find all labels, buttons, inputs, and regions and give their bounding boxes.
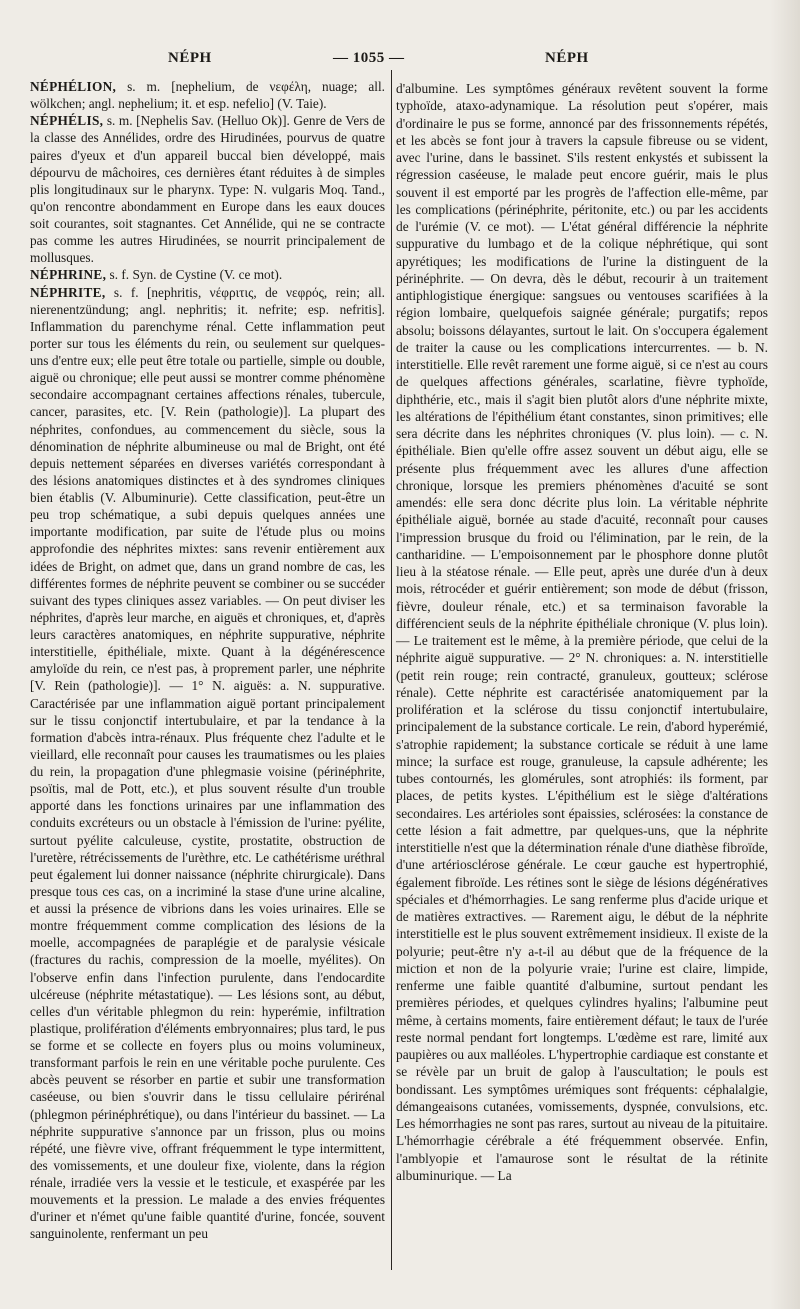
continued-text: d'albumine. Les symptômes généraux revêtent souvent la forme typhoïde, ataxo-adynamique. La résolution peut s'opérer, mais d'ordinaire le pus se forme, annoncé par des frissonnements répétés, et les abcès se font jour à travers la capsule fibreuse ou se vident, avec l'urine, dans le bassinet. S'ils restent enkystés et subissent la régression caséeuse, le malade peut encore guérir, mais le plus souvent il est emporté par les progrès de l'affection elle-même, par les complications (périnéphrite, péritonite, etc.) ou par les accidents de l'urémie (V. ce mot). — L'état général différencie la néphrite suppurative du lumbago et de la colique néphrétique, qui sont apyrétiques; les modifications de l'urine la distinguent de la périnéphrite. — On devra, dès le début, recourir à un traitement antiphlogistique énergique: sangsues ou ventouses scarifiées à la région lombaire, quelquefois saignée générale; purgatifs; repos absolu; boissons délayantes, surtout le lait. On s'occupera également de traiter la cause ou les complications intercurrentes. — b. N. interstitielle. Elle revêt rarement une forme aiguë, si ce n'est au cours de quelques affections générales, scarlatine, fièvre typhoïde, diphthérie, etc., mais il s'agit bien plutôt alors d'une néphrite mixte, les altérations de l'épithélium étant constantes, sinon primitives; elle sera décrite dans les néphrites chroniques (V. plus loin). — c. N. épithéliale. Bien qu'elle offre assez souvent un début aigu, elle se présente plus fréquemment avec les allures d'une affection chronique, lorsque les premiers phénomènes d'acuité se sont amendés: elle sera donc décrite plus loin. La véritable néphrite épithéliale aiguë, bornée au stade d'acuité, reconnaît pour causes l'impression brusque du froid ou l'élimination, par le rein, de la cantharidine. — L'empoisonnement par le phosphore donne plutôt lieu à la stéatose rénale. — Elle peut, après une durée d'un à deux mois, rétrocéder et guérir entièrement; son mode de début (frisson, fièvre, douleur rénale, etc.) et sa terminaison favorable la différencient seuls de la néphrite épithéliale chronique (V. plus loin). — Le traitement est le même, à la première période, que celui de la néphrite aiguë suppurative. — 2° N. chroniques: a. N. interstitielle (petit rein rouge; rein contracté, granuleux, goutteux; sclérose rénale). Cette néphrite est caractérisée anatomiquement par la prolifération et la sclérose du tissu conjonctif intertubulaire, principalement de la substance corticale. Le rein, d'abord hyperémié, s'atrophie rapidement; la substance corticale se réduit à une lame mince; la surface est rouge, granuleuse, la capsule adhérente; les tubes contournés, les glomérules, sont atrophiés: ils forment, par places, de petits kystes. L'épithélium est le siège d'altérations secondaires. Les artérioles sont épaissies, sclérosées: la constance de cette lésion a fait admettre, par quelques-uns, que la néphrite interstitielle n'est que la détermination rénale d'une diathèse fibroïde, d'une artériosclérose générale. Le cœur gauche est hypertrophié, également fibroïde. Les rétines sont le siège de lésions dégénératives spéciales et d'hémorrhagies. Le sang renferme plus d'acide urique et de matières extractives. — Rarement aigu, le début de la néphrite interstitielle est le plus souvent extrêmement insidieux. Il existe de la polyurie; peut-être n'y a-t-il au début que de la fréquence de la miction et non de la polyurie vraie; l'urine est claire, limpide, renferme une faible quantité d'albumine, surtout pendant les premières périodes, et quelques cylindres hyalins; l'albumine peut même, à certains moments, faire entièrement défaut; le taux de l'urée reste normal pendant fort longtemps. L'œdème est rare, limité aux paupières ou aux malléoles. L'hypertrophie cardiaque est constante et se révèle par un bruit de galop à l'auscultation; le pouls est bondissant. Les symptômes urémiques sont fréquents: céphalalgie, démangeaisons cutanées, vomissements, dyspnée, convulsions, etc. Les hémorrhagies ne sont pas rares, surtout au niveau de la pituitaire. L'hémorrhagie cérébrale a été fréquemment observée. Enfin, l'amblyopie et l'amaurose sont le résultat de la rétinite albuminurique. — La [396, 81, 768, 1183]
right-column [396, 80, 768, 1184]
dictionary-entry [30, 78, 385, 112]
entry-text: s. f. Syn. de Cystine (V. ce mot). [109, 267, 283, 283]
entry-headword: NÉPHÉLIS, [30, 113, 104, 129]
entry-text: s. f. [nephritis, νέφριτις, de νεφρός, rein; all. nierenentzündung; angl. nephritis; it. nefrite; esp. nefritis]. Inflammation du parenchyme rénal. Cette inflammation peut porter sur tous les éléments du rein, ou seulement sur quelques-uns d'entre eux; elle peut être totale ou partielle, simple ou double, aiguë ou chronique; elle peut aussi se montrer comme phénomène secondaire accompagnant certaines affections rénales, tubercule, cancer, parasites, etc. [V. Rein (pathologie)]. La plupart des néphrites, confondues, au commencement du siècle, sous la dénomination de néphrite albumineuse ou mal de Bright, ont été depuis nettement séparées en diverses variétés correspondant à des lésions anatomiques distinctes et à des syndromes cliniques bien établis (V. Albuminurie). Cette classification, peut-être un peu trop schématique, a subi depuis quelques années une importante modification, par suite de l'étude plus ou moins approfondie des néphrites mixtes: sans revenir entièrement aux idées de Bright, on admet que, dans un grand nombre de cas, les différentes formes de néphrite peuvent se combiner ou se succéder suivant des types cliniques assez variables. — On peut diviser les néphrites, d'après leur marche, en aiguës et chroniques, et, d'après leurs caractères anatomiques, en néphrite suppurative, néphrite interstitielle, épithéliale, mixte. Quant à la dégénérescence amyloïde du rein, ce n'est pas, à proprement parler, une néphrite [V. Rein (pathologie)]. — 1° N. aiguës: a. N. suppurative. Caractérisée par une inflammation aiguë portant principalement sur le tissu conjonctif intertubulaire, et par la tendance à la formation d'abcès intra-rénaux. Plus fréquente chez l'adulte et le vieillard, elle reconnaît pour causes les traumatismes ou les plaies du rein, la propagation d'une phlegmasie voisine (périnéphrite, psoïtis, mal de Pott, etc.), et plus souvent résulte d'un trouble apporté dans les fonctions urinaires par une inflammation des conduits excréteurs ou un obstacle à l'émission de l'urine: pyélite, surtout pyélite calculeuse, cystite, prostatite, obstruction de l'uretère, rétrécissements de l'urèthre, etc. Le cathétérisme uréthral peut également lui donner naissance (néphrite chirurgicale). Dans presque tous ces cas, on a incriminé la stase d'une urine alcaline, et aussi la présence de vibrions dans les voies urinaires. Elle se montre fréquemment comme complication des lésions de la moelle, accompagnées de paraplégie et de paralysie vésicale (fractures du rachis, compression de la moelle, myélites). On l'observe enfin dans l'infection purulente, dans l'endocardite ulcéreuse (néphrite métastatique). — Les lésions sont, au début, celles d'un véritable phlegmon du rein: hyperémie, infiltration plastique, prolifération d'éléments embryonnaires; plus tard, le pus se forme et se collecte en foyers plus ou moins volumineux, transformant parfois le rein en une véritable poche purulente. Ces abcès peuvent se résorber en partie et subir une transformation caséeuse, ou bien s'ouvrir dans le tissu cellulaire périrénal (phlegmon périnéphrétique), ou dans l'intérieur du bassinet. — La néphrite suppurative s'annonce par un frisson, plus ou moins répété, une fièvre vive, offrant fréquemment le type intermittent, des vomissements, et une douleur fixe, violente, dans la région rénale, irradiée vers la vessie et le testicule, et exaspérée par les mouvements et la pression. Le malade a des envies fréquentes d'uriner et n'émet qu'une faible quantité d'urine, foncée, souvent sanguinolente, renfermant un peu [30, 284, 385, 1242]
column-divider [391, 70, 392, 1270]
page-edge-shadow [770, 0, 800, 1309]
dictionary-entry [30, 112, 385, 266]
entry-text: s. m. [nephelium, de νεφέλη, nuage; all. wölkchen; angl. nephelium; it. et esp. nefelio] (V. Taie). [30, 79, 385, 112]
dictionary-entry [30, 284, 385, 1243]
header-left-guide-word: NÉPH [168, 50, 212, 66]
entry-text: s. m. [Nephelis Sav. (Helluo Ok)]. Genre de Vers de la classe des Annélides, ordre des Hirudinées, pourvus de quatre paires d'yeux et d'un appareil buccal bien développé, mais dépourvu de mâchoires, ces dernières étant réduites à de simples plis longitudinaux sur le pharynx. Type: N. vulgaris Moq. Tand., qu'on rencontre abondamment en Europe dans les eaux douces soit courantes, soit stagnantes. Cet Annélide, qui ne se contracte pas comme les autres Hirudinées, se nourrit principalement de mollusques. [30, 113, 385, 266]
dictionary-entry [30, 266, 385, 283]
left-column [30, 78, 385, 1243]
header-right-guide-word: NÉPH [545, 50, 589, 66]
entry-headword: NÉPHRITE, [30, 284, 106, 300]
entry-headword: NÉPHRINE, [30, 267, 107, 283]
entry-headword: NÉPHÉLION, [30, 79, 117, 94]
running-header [0, 50, 800, 78]
page-number: — 1055 — [333, 50, 405, 66]
